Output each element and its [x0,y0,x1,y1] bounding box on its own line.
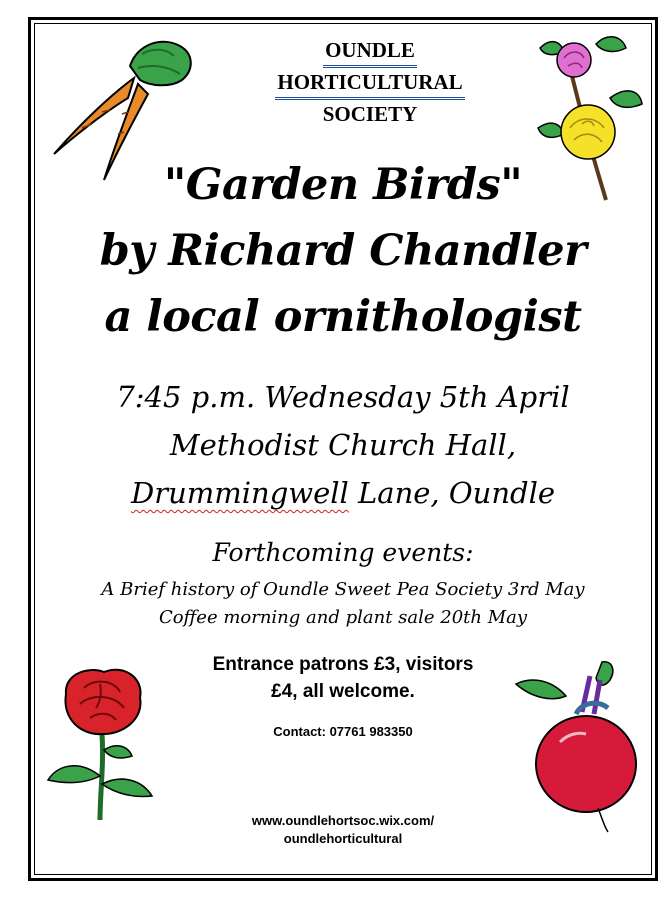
event-venue: Methodist Church Hall, [169,428,517,462]
entrance-line-1: Entrance patrons £3, visitors [212,654,474,675]
event-street [34,469,652,517]
society-line-1: OUNDLE [323,36,417,68]
society-name [240,36,500,129]
beetroot-illustration [512,656,652,838]
carrot-leaves [130,42,191,86]
red-rose-bloom [65,670,140,734]
beetroot-bulb [536,716,636,812]
entrance-line-2: £4, all welcome. [271,681,415,702]
website-url-line-2: oundlehorticultural [283,831,403,846]
talk-speaker-role: a local ornithologist [104,292,582,342]
street-rest: Lane, Oundle [348,476,555,510]
street-name-misspelling-underline: Drummingwell [130,476,349,510]
website-url-line-1: www.oundlehortsoc.wix.com/ [251,813,435,828]
talk-title: "Garden Birds" [163,160,523,210]
forthcoming-event-1: A Brief history of Oundle Sweet Pea Society 3rd May [101,579,585,600]
forthcoming-event-2: Coffee morning and plant sale 20th May [158,607,528,628]
pink-rose [557,43,591,77]
society-line-2: HORTICULTURAL [275,68,464,100]
forthcoming-heading: Forthcoming events: [212,538,474,567]
society-line-3: SOCIETY [322,102,418,126]
talk-speaker: by Richard Chandler [99,226,587,276]
event-time: 7:45 p.m. Wednesday 5th April [116,380,570,414]
contact-phone: Contact: 07761 983350 [273,724,413,739]
red-rose-illustration [44,664,174,824]
yellow-rose [561,105,615,159]
